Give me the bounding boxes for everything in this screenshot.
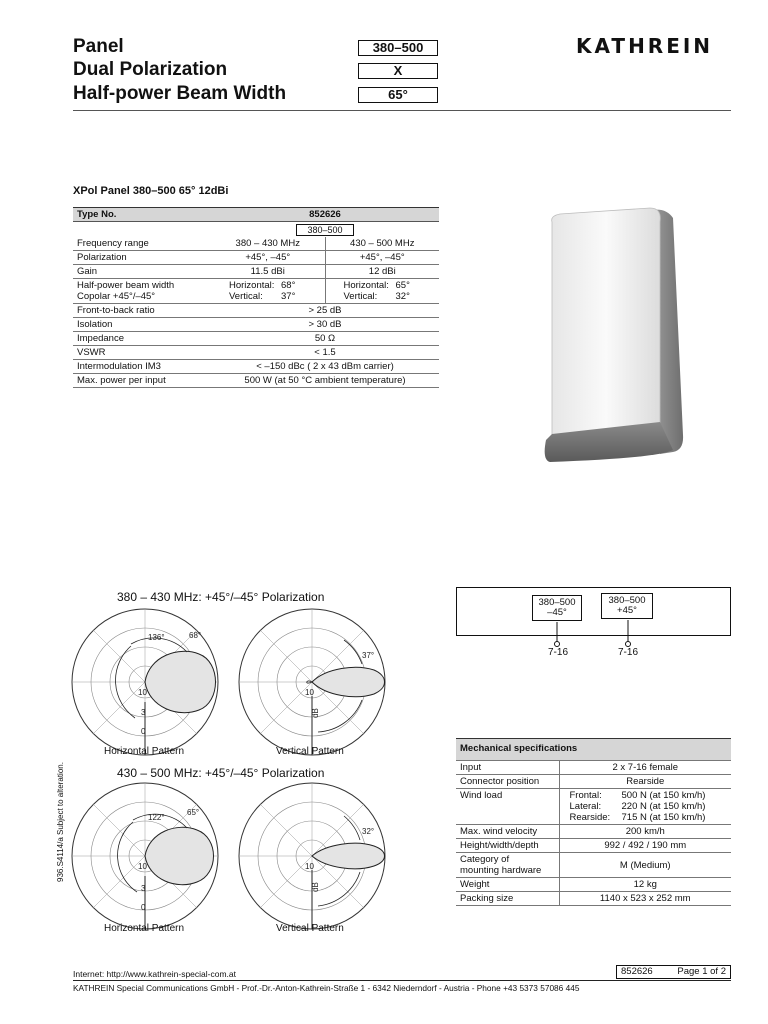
mech-row	[456, 761, 731, 775]
spec-value: 50 Ω	[211, 332, 439, 346]
h1-scale-0: 0	[141, 727, 146, 736]
spec-row	[73, 374, 439, 388]
spec-row	[73, 360, 439, 374]
type-number: 852626	[211, 208, 439, 222]
h2-beam-angle-label: 65°	[187, 808, 200, 817]
spec-row-beamwidth	[73, 279, 439, 304]
mech-row	[456, 853, 731, 878]
spec-value: > 25 dB	[211, 304, 439, 318]
mech-label: Wind load	[456, 789, 559, 825]
v1-scale-10: 10	[305, 688, 314, 697]
v2-caption: Vertical Pattern	[276, 923, 344, 934]
band-row	[73, 222, 439, 238]
spec-value: 380 – 430 MHz	[211, 237, 325, 251]
footer-internet-link[interactable]: Internet: http://www.kathrein-special-com.at	[73, 969, 236, 979]
spec-label: Max. power per input	[73, 374, 211, 388]
mech-value: 200 km/h	[559, 825, 731, 839]
header-divider	[73, 110, 731, 111]
spec-value: Horizontal: 68° Vertical: 37°	[211, 279, 325, 304]
h2-scale-0: 0	[141, 903, 146, 912]
mech-row	[456, 892, 731, 906]
header-frequency-box: 380–500	[358, 40, 438, 56]
spec-row	[73, 237, 439, 251]
spec-value: 500 W (at 50 °C ambient temperature)	[211, 374, 439, 388]
mech-row	[456, 775, 731, 789]
h2-caption: Horizontal Pattern	[104, 923, 185, 934]
spec-value: < 1.5	[211, 346, 439, 360]
mech-value: M (Medium)	[559, 853, 731, 878]
header-beamwidth-box: 65°	[358, 87, 438, 103]
vertical-pattern-band1	[236, 606, 388, 758]
type-label: Type No.	[73, 208, 211, 222]
h2-scale-3: 3	[141, 884, 146, 893]
footer-doc-number: 852626	[621, 966, 653, 977]
mech-value: 12 kg	[559, 878, 731, 892]
spec-label: Intermodulation IM3	[73, 360, 211, 374]
pattern-band2-title: 430 – 500 MHz: +45°/–45° Polarization	[117, 766, 325, 780]
v2-scale-10: 10	[305, 862, 314, 871]
spec-value: > 30 dB	[211, 318, 439, 332]
spec-row	[73, 318, 439, 332]
mech-label: Max. wind velocity	[456, 825, 559, 839]
h2-outer-angle-label: 122°	[148, 813, 165, 822]
h1-outer-angle-label: 136°	[148, 633, 165, 642]
page-indicator	[616, 965, 731, 979]
spec-value: 11.5 dBi	[211, 265, 325, 279]
h1-scale-3: 3	[141, 708, 146, 717]
electrical-spec-table	[73, 207, 439, 388]
spec-label: Impedance	[73, 332, 211, 346]
horizontal-pattern-band1	[69, 606, 221, 758]
vertical-pattern-band2	[236, 780, 388, 932]
port-minus45: 380–500 –45°	[532, 595, 582, 621]
mech-label: Height/width/depth	[456, 839, 559, 853]
header-polarization-box: X	[358, 63, 438, 79]
mech-label: Category of mounting hardware	[456, 853, 559, 878]
footer-divider	[73, 980, 731, 981]
type-row	[73, 208, 439, 222]
footer-company-address: KATHREIN Special Communications GmbH - Prof.-Dr.-Anton-Kathrein-Straße 1 - 6342 Niederndorf - Austria - Phone +43 5373 57086 445	[73, 983, 580, 993]
mech-row	[456, 839, 731, 853]
spec-row	[73, 332, 439, 346]
mech-value: 1140 x 523 x 252 mm	[559, 892, 731, 906]
connector2-label: 7-16	[618, 647, 639, 658]
product-title: XPol Panel 380–500 65° 12dBi	[73, 185, 229, 197]
h1-caption: Horizontal Pattern	[104, 746, 185, 757]
v2-angle-label: 32°	[362, 827, 375, 836]
spec-value: +45°, –45°	[211, 251, 325, 265]
spec-value: +45°, –45°	[325, 251, 439, 265]
h2-scale-10: 10	[138, 862, 147, 871]
spec-value: Horizontal: 65° Vertical: 32°	[325, 279, 439, 304]
mech-label: Packing size	[456, 892, 559, 906]
spec-row	[73, 251, 439, 265]
v1-scale-db: dB	[311, 708, 320, 718]
spec-row	[73, 346, 439, 360]
mechanical-spec-table	[456, 738, 731, 906]
brand-logo: KATHREIN	[576, 34, 714, 58]
header-title-panel: Panel	[73, 36, 124, 57]
mech-label: Input	[456, 761, 559, 775]
h1-beam-angle-label: 68°	[189, 631, 202, 640]
v1-angle-label: 37°	[362, 651, 375, 660]
connector1-label: 7-16	[548, 647, 569, 658]
spec-label: Polarization	[73, 251, 211, 265]
header-title-beamwidth: Half-power Beam Width	[73, 83, 287, 104]
pattern-band1-title: 380 – 430 MHz: +45°/–45° Polarization	[117, 590, 325, 604]
mech-row	[456, 878, 731, 892]
mech-value: Frontal: 500 N (at 150 km/h) Lateral: 220 N (at 150 km/h) Rearside: 715 N (at 150 km/h)	[559, 789, 731, 825]
mech-value: Rearside	[559, 775, 731, 789]
h1-scale-10: 10	[138, 688, 147, 697]
spec-label: Isolation	[73, 318, 211, 332]
side-note: 936.S4114/a Subject to alteration.	[56, 762, 65, 882]
spec-row	[73, 304, 439, 318]
mech-value: 2 x 7-16 female	[559, 761, 731, 775]
mech-label: Connector position	[456, 775, 559, 789]
mech-label: Weight	[456, 878, 559, 892]
spec-label: Frequency range	[73, 237, 211, 251]
footer-page-number: Page 1 of 2	[677, 966, 726, 977]
port-plus45: 380–500 +45°	[601, 593, 653, 619]
spec-label: Front-to-back ratio	[73, 304, 211, 318]
spec-label: VSWR	[73, 346, 211, 360]
spec-label: Gain	[73, 265, 211, 279]
spec-value: 430 – 500 MHz	[325, 237, 439, 251]
horizontal-pattern-band2	[69, 780, 221, 932]
v1-caption: Vertical Pattern	[276, 746, 344, 757]
spec-value: < –150 dBc ( 2 x 43 dBm carrier)	[211, 360, 439, 374]
band-box: 380–500	[296, 224, 353, 236]
mech-value: 992 / 492 / 190 mm	[559, 839, 731, 853]
mechanical-title-row	[456, 739, 731, 761]
mechanical-title: Mechanical specifications	[456, 739, 731, 761]
spec-label: Half-power beam width Copolar +45°/–45°	[73, 279, 211, 304]
spec-row	[73, 265, 439, 279]
antenna-panel-image	[538, 200, 688, 470]
spec-value: 12 dBi	[325, 265, 439, 279]
mech-row-wind	[456, 789, 731, 825]
v2-scale-db: dB	[311, 882, 320, 892]
header-title-polarization: Dual Polarization	[73, 59, 228, 80]
mech-row	[456, 825, 731, 839]
connector-lines	[540, 620, 640, 650]
